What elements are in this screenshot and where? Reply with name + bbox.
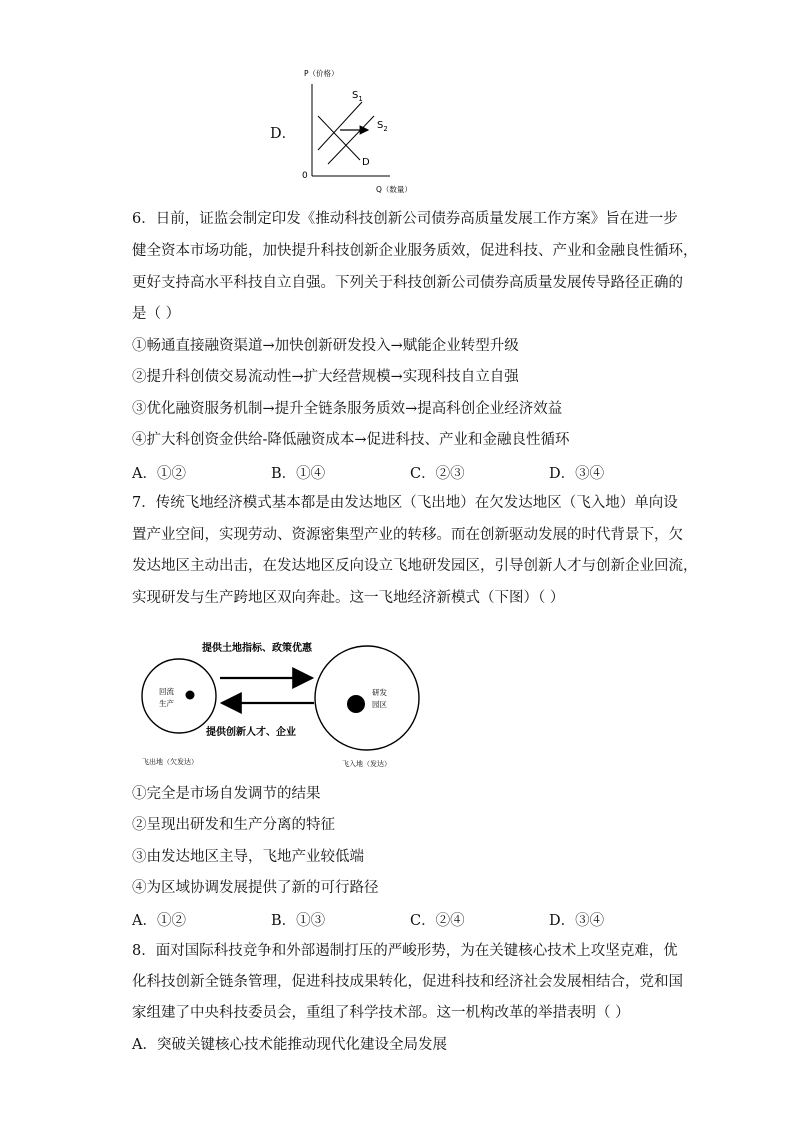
q6-stem-line-2: 健全资本市场功能，加快提升科技创新企业服务质效，促进科技、产业和金融良性循环， (132, 243, 698, 259)
q6-options (132, 462, 672, 482)
q8-stem-line-3: 家组建了中央科技委员会，重组了科学技术部。这一机构改革的举措表明（ ） (132, 1005, 630, 1021)
q7-option-c[interactable]: C．②④ (410, 913, 465, 929)
q6-stem-line-4: 是（ ） (132, 306, 181, 322)
left-dot (186, 691, 195, 700)
q7-option-b[interactable]: B．①③ (271, 913, 326, 929)
q7-options (132, 909, 672, 929)
y-axis-label: P（价格） (304, 69, 339, 78)
demand-curve (318, 116, 360, 160)
q7-item-4: ④为区域协调发展提供了新的可行路径 (132, 880, 379, 896)
left-circle (142, 659, 216, 733)
supply-demand-graph (298, 64, 412, 198)
top-arrow-label: 提供土地指标、政策优惠 (202, 643, 312, 654)
right-inner-text-1: 研发 (372, 688, 387, 697)
q8-option-a[interactable]: A．突破关键核心技术能推动现代化建设全局发展 (132, 1037, 447, 1053)
right-inner-text-2: 园区 (372, 700, 387, 709)
q7-option-a[interactable]: A．①② (132, 913, 186, 929)
left-inner-text-2: 生产 (159, 699, 174, 708)
q8-stem-line-2: 化科技创新全链条管理，促进科技成果转化，促进科技和经济社会发展相结合，党和国 (132, 974, 683, 990)
q8-stem-line-1: 8．面对国际科技竞争和外部遏制打压的严峻形势，为在关键核心技术上攻坚克难，优 (132, 943, 678, 959)
d-label: D (362, 157, 370, 168)
q7-item-1: ①完全是市场自发调节的结果 (132, 786, 321, 802)
q6-option-a[interactable]: A．①② (132, 466, 186, 482)
left-inner-text-1: 回流 (159, 687, 174, 696)
q7-item-3: ③由发达地区主导，飞地产业较低端 (132, 849, 364, 865)
graph-option-label: D． (270, 126, 297, 142)
q7-stem-line-4: 实现研发与生产跨地区双向奔赴。这一飞地经济新模式（下图）（ ） (132, 590, 565, 606)
enclave-economy-diagram (136, 628, 436, 776)
q6-option-c[interactable]: C．②③ (410, 466, 465, 482)
supply-curve-s1 (318, 102, 362, 150)
q7-stem-line-2: 置产业空间，实现劳动、资源密集型产业的转移。而在创新驱动发展的时代背景下，欠 (132, 527, 683, 543)
bottom-arrow-label: 提供创新人才、企业 (206, 727, 296, 738)
x-axis-label: Q（数量） (376, 185, 412, 194)
s1-label: $S_1$ (352, 90, 363, 103)
q7-stem-line-3: 发达地区主动出击，在发达地区反向设立飞地研发园区，引导创新人才与创新企业回流， (132, 558, 698, 574)
q7-option-d[interactable]: D．③④ (549, 913, 605, 929)
q6-option-b[interactable]: B．①④ (271, 466, 326, 482)
q7-stem-line-1: 7．传统飞地经济模式基本都是由发达地区（飞出地）在欠发达地区（飞入地）单向设 (132, 495, 678, 511)
right-circle (315, 646, 419, 750)
q6-stem-line-3: 更好支持高水平科技自立自强。下列关于科技创新公司债券高质量发展传导路径正确的 (132, 275, 683, 291)
left-caption: 飞出地（欠发达） (142, 758, 198, 766)
origin-label: 0 (302, 171, 308, 181)
right-dot (347, 695, 365, 713)
s2-label: $S_2$ (377, 120, 388, 133)
q6-item-4: ④扩大科创资金供给-降低融资成本→促进科技、产业和金融良性循环 (132, 432, 570, 448)
q6-item-1: ①畅通直接融资渠道→加快创新研发投入→赋能企业转型升级 (132, 338, 519, 354)
q7-item-2: ②呈现出研发和生产分离的特征 (132, 817, 335, 833)
q6-stem-line-1: 6．日前，证监会制定印发《推动科技创新公司债券高质量发展工作方案》旨在进一步 (132, 211, 678, 227)
q6-item-3: ③优化融资服务机制→提升全链条服务质效→提高科创企业经济效益 (132, 401, 563, 417)
right-caption: 飞入地（发达） (342, 760, 391, 768)
q6-option-d[interactable]: D．③④ (549, 466, 605, 482)
q6-item-2: ②提升科创债交易流动性→扩大经营规模→实现科技自立自强 (132, 369, 519, 385)
